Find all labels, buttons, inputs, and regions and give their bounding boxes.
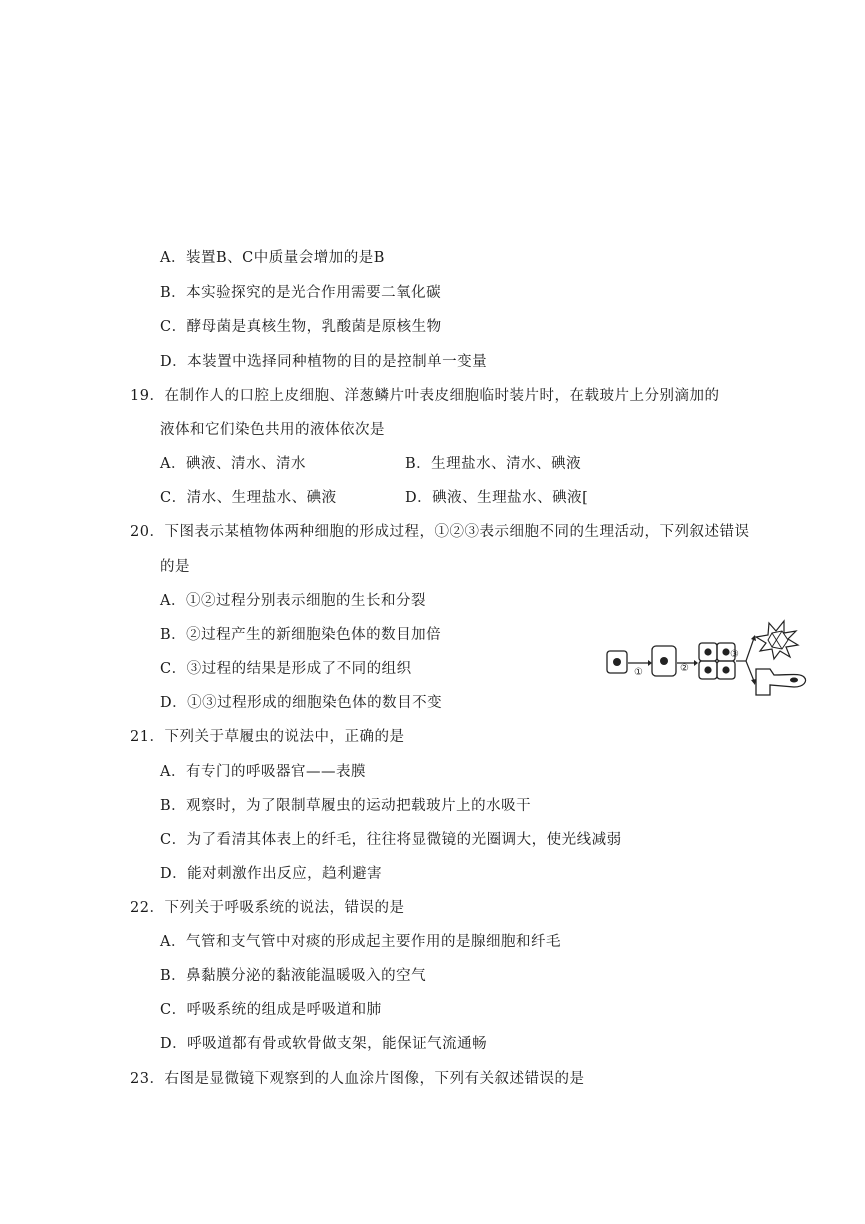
- q20-option-c: C．③过程的结果是形成了不同的组织: [160, 661, 412, 677]
- q18-option-a: A．装置B、C中质量会增加的是B: [160, 250, 385, 266]
- q18-option-c: C．酵母菌是真核生物，乳酸菌是原核生物: [160, 319, 442, 335]
- q18-option-b: B．本实验探究的是光合作用需要二氧化碳: [160, 285, 442, 301]
- q22-option-d: D．呼吸道都有骨或软骨做支架，能保证气流通畅: [160, 1036, 488, 1052]
- q21-option-b: B．观察时，为了限制草履虫的运动把载玻片上的水吸干: [160, 798, 532, 814]
- cell-formation-figure: [604, 613, 810, 699]
- q21-option-c: C．为了看清其体表上的纤毛，往往将显微镜的光圈调大，使光线减弱: [160, 832, 622, 848]
- q22-option-a: A．气管和支气管中对痰的形成起主要作用的是腺细胞和纤毛: [160, 934, 561, 950]
- q19-option-c: C．清水、生理盐水、碘液: [160, 490, 337, 506]
- q20-option-b: B．②过程产生的新细胞染色体的数目加倍: [160, 627, 442, 643]
- label-3: ③: [730, 649, 739, 660]
- q19-option-a: A．碘液、清水、清水: [160, 456, 306, 472]
- star-cell: [756, 621, 798, 659]
- q21-option-d: D．能对刺激作出反应，趋利避害: [160, 866, 383, 882]
- q23-stem: 23．右图是显微镜下观察到的人血涂片图像，下列有关叙述错误的是: [130, 1071, 585, 1087]
- q20-option-d: D．①③过程形成的细胞染色体的数目不变: [160, 695, 443, 711]
- q20-stem-line2: 的是: [160, 559, 190, 575]
- q19-option-d: D．碘液、生理盐水、碘液[: [405, 490, 589, 506]
- nucleus-1: [613, 658, 621, 666]
- q19-option-b: B．生理盐水、清水、碘液: [405, 456, 582, 472]
- q20-option-a: A．①②过程分别表示细胞的生长和分裂: [160, 593, 426, 609]
- q22-option-c: C．呼吸系统的组成是呼吸道和肺: [160, 1002, 382, 1018]
- label-2: ②: [680, 663, 689, 674]
- q19-stem-line2: 液体和它们染色共用的液体依次是: [160, 422, 385, 438]
- label-1: ①: [634, 667, 643, 678]
- nucleus-2: [660, 657, 668, 665]
- q19-stem-line1: 19．在制作人的口腔上皮细胞、洋葱鳞片叶表皮细胞临时装片时，在载玻片上分别滴加的: [130, 388, 720, 404]
- q20-stem-line1: 20．下图表示某植物体两种细胞的形成过程，①②③表示细胞不同的生理活动，下列叙述错误: [130, 524, 750, 540]
- root-hair-cell: [756, 669, 806, 695]
- q22-option-b: B．鼻黏膜分泌的黏液能温暖吸入的空气: [160, 968, 427, 984]
- q21-option-a: A．有专门的呼吸器官——表膜: [160, 764, 366, 780]
- q22-stem: 22．下列关于呼吸系统的说法，错误的是: [130, 900, 405, 916]
- q18-option-d: D．本装置中选择同种植物的目的是控制单一变量: [160, 354, 488, 370]
- q21-stem: 21．下列关于草履虫的说法中，正确的是: [130, 729, 405, 745]
